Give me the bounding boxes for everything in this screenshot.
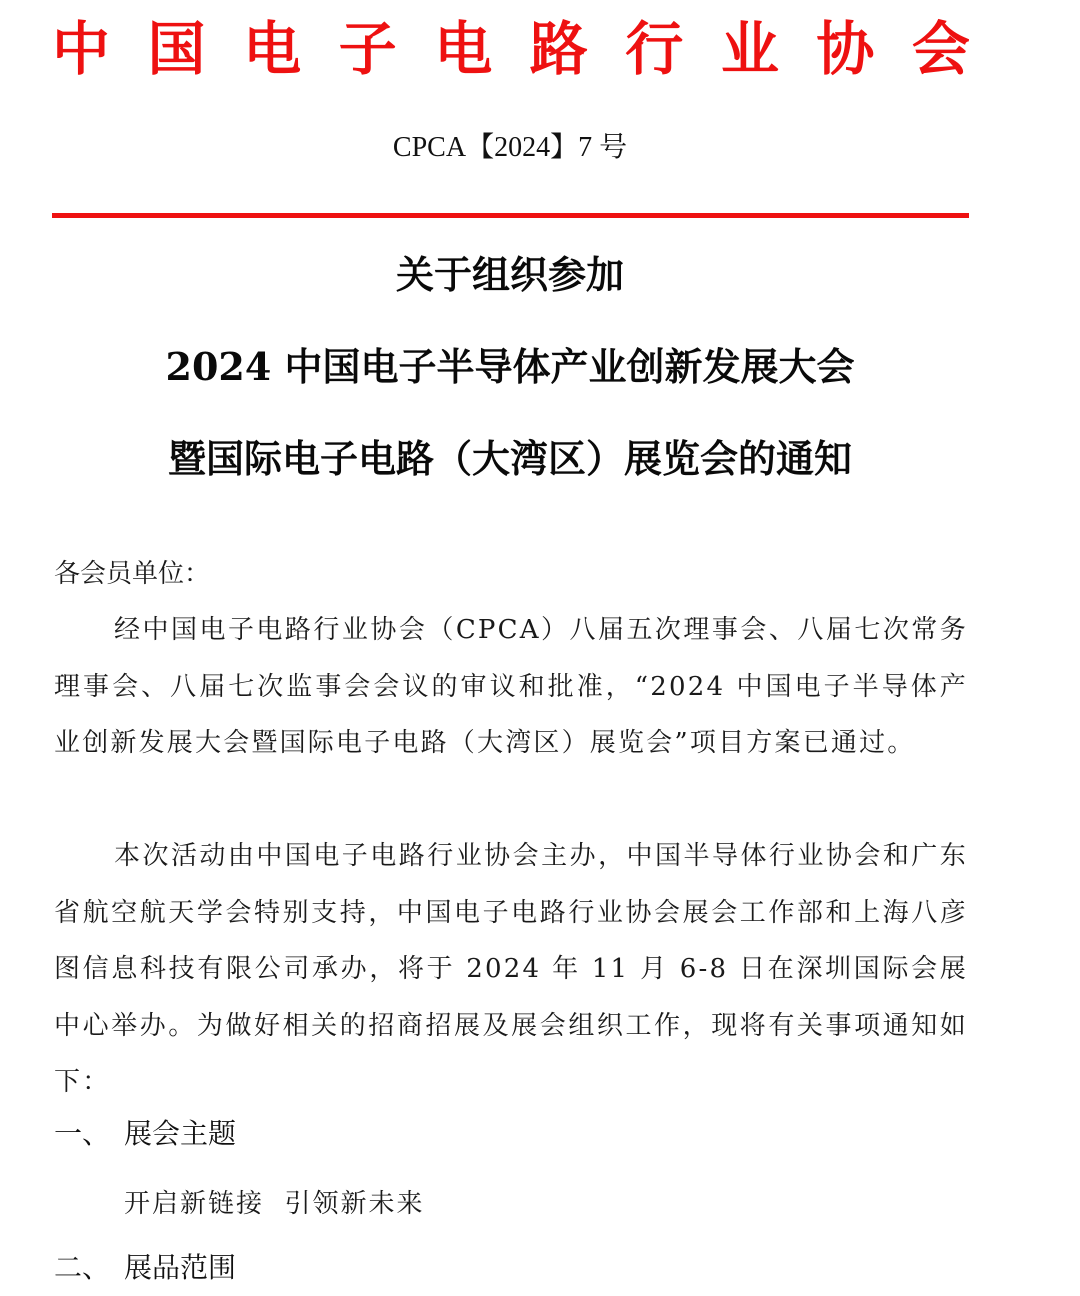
section-number: 二、 bbox=[54, 1251, 111, 1284]
body-paragraph-1: 经中国电子电路行业协会（CPCA）八届五次理事会、八届七次常务理事会、八届七次监事会会议的审议和批准，“2024 中国电子半导体产业创新发展大会暨国际电子电路（大湾区）展览会”项目方案已通过。 bbox=[54, 615, 968, 758]
org-name-char: 子 bbox=[338, 15, 397, 83]
section-title: 展会主题 bbox=[124, 1117, 237, 1150]
document-number: CPCA【2024】7 号 bbox=[392, 132, 628, 163]
notice-title-line-1: 关于组织参加 bbox=[395, 252, 624, 297]
org-name-char: 国 bbox=[147, 15, 206, 83]
salutation: 各会员单位： bbox=[54, 559, 211, 589]
org-name-char: 业 bbox=[720, 15, 779, 83]
section-number: 一、 bbox=[54, 1117, 111, 1150]
org-name-char: 协 bbox=[816, 15, 875, 83]
org-name-char: 中 bbox=[52, 15, 111, 83]
org-name-char: 行 bbox=[625, 15, 684, 83]
section-heading-exhibit-scope bbox=[54, 1248, 236, 1288]
notice-title-line-3: 暨国际电子电路（大湾区）展览会的通知 bbox=[167, 436, 852, 481]
notice-title-line-2: 2024 中国电子半导体产业创新发展大会 bbox=[165, 344, 855, 389]
section-title: 展品范围 bbox=[124, 1251, 237, 1284]
section-heading-theme bbox=[54, 1114, 236, 1154]
org-name-char: 电 bbox=[434, 15, 493, 83]
org-name-char: 会 bbox=[911, 15, 970, 83]
red-divider-line bbox=[52, 213, 969, 218]
org-name-char: 路 bbox=[529, 15, 588, 83]
org-name-char: 电 bbox=[243, 15, 302, 83]
exhibition-theme: 开启新链接 引领新未来 bbox=[124, 1189, 425, 1219]
body-paragraph-2: 本次活动由中国电子电路行业协会主办，中国半导体行业协会和广东省航空航天学会特别支持，中国电子电路行业协会展会工作部和上海八彦图信息科技有限公司承办，将于 2024 年 11 月 6-8 日在深圳国际会展中心举办。为做好相关的招商招展及展会组织工作，现将有关事项通知如下： bbox=[54, 841, 968, 1097]
organization-header bbox=[52, 14, 970, 84]
